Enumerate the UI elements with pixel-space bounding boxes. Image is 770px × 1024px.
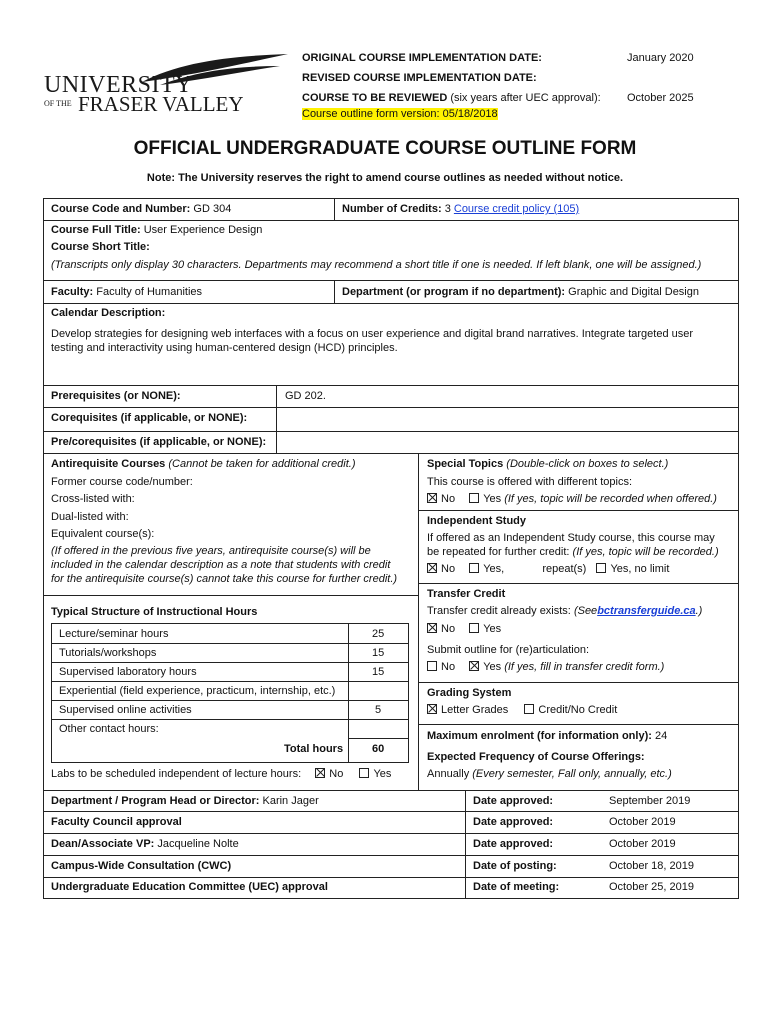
faculty-value[interactable]: Faculty of Humanities [96, 286, 203, 298]
review-date-label [302, 92, 601, 104]
independent-study-label: Independent Study [427, 515, 526, 527]
independent-repeats-label: repeat(s) [542, 563, 587, 575]
short-title-note: (Transcripts only display 30 characters. Departments may recommend a short title if one is needed. If left blank, one will be assigned.) [51, 259, 702, 271]
special-topics-label: Special Topics [427, 458, 504, 470]
short-title-label: Course Short Title: [51, 241, 150, 253]
transfer-submit-options [427, 661, 664, 673]
antireq-equivalent: Equivalent course(s): [51, 528, 155, 540]
approval-label: Faculty Council approval [51, 816, 182, 828]
special-topics-yes-checkbox[interactable] [469, 493, 479, 503]
transfer-no-checkbox[interactable] [427, 623, 437, 633]
university-logo [44, 52, 254, 118]
approval-date[interactable]: October 25, 2019 [609, 881, 695, 893]
approval-label: Dean/Associate VP: [51, 838, 155, 850]
frequency-note: (Every semester, Fall only, annually, etc.) [472, 768, 672, 780]
form-note: Note: The University reserves the right to amend course outlines as needed without notice. [146, 172, 624, 184]
department [342, 286, 699, 298]
logo-fraser-valley: FRASER VALLEY [78, 92, 244, 116]
max-enrolment [427, 730, 667, 742]
department-label: Department (or program if no department): [342, 286, 566, 298]
approval-date[interactable]: October 2019 [609, 838, 676, 850]
antireq-label: Antirequisite Courses [51, 458, 166, 470]
labs-independent [51, 768, 391, 780]
hours-row-value[interactable]: 5 [375, 704, 382, 716]
prereq-value[interactable]: GD 202. [285, 390, 326, 402]
antireq-para-2: included in the calendar description as a note that students with credit [51, 559, 391, 571]
antireq-para-1: (If offered in the previous five years, antirequisite course(s) will be [51, 545, 371, 557]
approval-date-label: Date of posting: [473, 860, 557, 872]
transfer-exists-label: Transfer credit already exists: [427, 605, 571, 617]
hours-heading: Typical Structure of Instructional Hours [51, 606, 258, 618]
independent-yes-checkbox[interactable] [469, 563, 479, 573]
approval-date[interactable]: October 2019 [609, 816, 676, 828]
transfer-no-label: No [441, 623, 456, 635]
approval-date[interactable]: October 18, 2019 [609, 860, 695, 872]
logo-of-the: OF THE [44, 99, 72, 108]
calendar-line-1: Develop strategies for designing web interfaces with a focus on user experience and digital brand narratives. Integrate targeted user [51, 328, 694, 340]
submit-yes-checkbox[interactable] [469, 661, 479, 671]
special-topics-note: (Double-click on boxes to select.) [506, 458, 669, 470]
form-version: Course outline form version: 05/18/2018 [302, 108, 498, 120]
revised-date-label: REVISED COURSE IMPLEMENTATION DATE: [302, 72, 537, 84]
antireq-dual: Dual-listed with: [51, 511, 129, 523]
approval-date-label: Date approved: [473, 795, 554, 807]
logo-university: UNIVERSITY [44, 72, 193, 98]
grading-options [427, 704, 617, 716]
antireq-heading [51, 458, 355, 470]
letter-grades-label: Letter Grades [441, 704, 509, 716]
special-topics-line: This course is offered with different topics: [427, 476, 633, 488]
page-title: OFFICIAL UNDERGRADUATE COURSE OUTLINE FORM [133, 138, 637, 159]
antireq-note: (Cannot be taken for additional credit.) [168, 458, 356, 470]
transfer-see: (See [573, 605, 598, 617]
credit-no-credit-label: Credit/No Credit [538, 704, 618, 716]
submit-note: (If yes, fill in transfer credit form.) [504, 661, 665, 673]
special-topics-yes-note: (If yes, topic will be recorded when offered.) [504, 493, 717, 505]
independent-no-label: No [441, 563, 456, 575]
review-note: (six years after UEC approval): [450, 92, 601, 104]
independent-no-limit-label: Yes, no limit [610, 563, 670, 575]
faculty [51, 286, 202, 298]
labs-yes-label: Yes [373, 768, 392, 780]
letter-grades-checkbox[interactable] [427, 704, 437, 714]
submit-no-checkbox[interactable] [427, 661, 437, 671]
review-label: COURSE TO BE REVIEWED [302, 92, 448, 104]
hours-row-label: Lecture/seminar hours [59, 628, 169, 640]
approval-value[interactable]: Jacqueline Nolte [157, 838, 239, 850]
review-date-value: October 2025 [627, 92, 694, 104]
independent-no-checkbox[interactable] [427, 563, 437, 573]
approval-date-label: Date of meeting: [473, 881, 560, 893]
antireq-former: Former course code/number: [51, 476, 193, 488]
hours-row-value[interactable]: 25 [372, 628, 385, 640]
submit-yes-label: Yes [483, 661, 502, 673]
frequency-value[interactable]: Annually [427, 768, 470, 780]
antireq-para-3: for the antirequisite course(s) cannot take this course for further credit.) [51, 573, 398, 585]
transfer-yes-checkbox[interactable] [469, 623, 479, 633]
bctransferguide-link[interactable]: bctransferguide.ca [597, 605, 696, 617]
total-hours-label: Total hours [284, 743, 344, 755]
approval-row [51, 881, 328, 893]
prereq-label: Prerequisites (or NONE): [51, 390, 181, 402]
special-topics-yes-label: Yes [483, 493, 502, 505]
independent-options [427, 563, 669, 575]
independent-line-1: If offered as an Independent Study course, this course may [427, 532, 715, 544]
approval-value[interactable]: Karin Jager [262, 795, 319, 807]
hours-row-label: Tutorials/workshops [59, 647, 157, 659]
approval-label: Department / Program Head or Director: [51, 795, 260, 807]
department-value[interactable]: Graphic and Digital Design [568, 286, 699, 298]
special-topics-options [427, 493, 717, 505]
independent-line-2 [427, 546, 719, 558]
approval-date-label: Date approved: [473, 816, 554, 828]
grading-system-label: Grading System [427, 687, 512, 699]
approval-row [51, 795, 319, 807]
full-title-value[interactable]: User Experience Design [143, 224, 263, 236]
transfer-yes-label: Yes [483, 623, 502, 635]
faculty-label: Faculty: [51, 286, 94, 298]
approval-date[interactable]: September 2019 [609, 795, 691, 807]
hours-row-label: Supervised online activities [59, 704, 192, 716]
hours-row-label: Other contact hours: [59, 723, 159, 735]
independent-line-2b: (If yes, topic will be recorded.) [572, 546, 719, 558]
labs-no-label: No [329, 768, 344, 780]
approval-date-label: Date approved: [473, 838, 554, 850]
approval-row [51, 860, 231, 872]
special-topics-heading [427, 458, 668, 470]
course-code [51, 203, 231, 215]
credits-value: 3 [444, 203, 451, 215]
hours-row-value[interactable]: 15 [372, 666, 385, 678]
submit-no-label: No [441, 661, 456, 673]
transfer-exists [427, 605, 702, 617]
antireq-cross: Cross-listed with: [51, 493, 135, 505]
hours-row-label: Supervised laboratory hours [59, 666, 197, 678]
independent-line-2a: be repeated for further credit: [427, 546, 570, 558]
approval-row [51, 838, 239, 850]
course-code-value: GD 304 [193, 203, 232, 215]
precoreq-label: Pre/corequisites (if applicable, or NONE): [51, 436, 267, 448]
course-credits [342, 203, 579, 215]
special-topics-no-checkbox[interactable] [427, 493, 437, 503]
credit-no-credit-checkbox[interactable] [524, 704, 534, 714]
labs-yes-checkbox[interactable] [359, 768, 369, 778]
credits-label: Number of Credits: [342, 203, 442, 215]
full-title-label: Course Full Title: [51, 224, 141, 236]
transfer-submit-label: Submit outline for (re)articulation: [427, 644, 590, 656]
labs-label: Labs to be scheduled independent of lecture hours: [51, 768, 302, 780]
approval-label: Undergraduate Education Committee (UEC) approval [51, 881, 328, 893]
credit-policy-link[interactable]: Course credit policy (105) [453, 203, 580, 215]
hours-row-value[interactable]: 15 [372, 647, 385, 659]
independent-no-limit-checkbox[interactable] [596, 563, 606, 573]
max-enrolment-value[interactable]: 24 [654, 730, 668, 742]
calendar-label: Calendar Description: [51, 307, 166, 319]
course-full-title [51, 224, 262, 236]
original-date-label: ORIGINAL COURSE IMPLEMENTATION DATE: [302, 52, 542, 64]
course-code-label: Course Code and Number: [51, 203, 191, 215]
total-hours-value: 60 [372, 743, 385, 755]
max-enrolment-label: Maximum enrolment (for information only): [427, 730, 652, 742]
transfer-credit-label: Transfer Credit [427, 588, 506, 600]
approval-label: Campus-Wide Consultation (CWC) [51, 860, 232, 872]
frequency-label: Expected Frequency of Course Offerings: [427, 751, 645, 763]
calendar-line-2: testing and interactivity using human-centered design (HCD) principles. [51, 342, 398, 354]
labs-no-checkbox[interactable] [315, 768, 325, 778]
special-topics-no-label: No [441, 493, 456, 505]
frequency [427, 768, 672, 780]
original-date-value: January 2020 [627, 52, 694, 64]
hours-row-label: Experiential (field experience, practicum, internship, etc.) [59, 685, 336, 697]
transfer-exists-options [427, 623, 501, 635]
approval-row [51, 816, 182, 828]
coreq-label: Corequisites (if applicable, or NONE): [51, 412, 248, 424]
transfer-see-close: .) [695, 605, 703, 617]
independent-yes-label: Yes, [483, 563, 505, 575]
